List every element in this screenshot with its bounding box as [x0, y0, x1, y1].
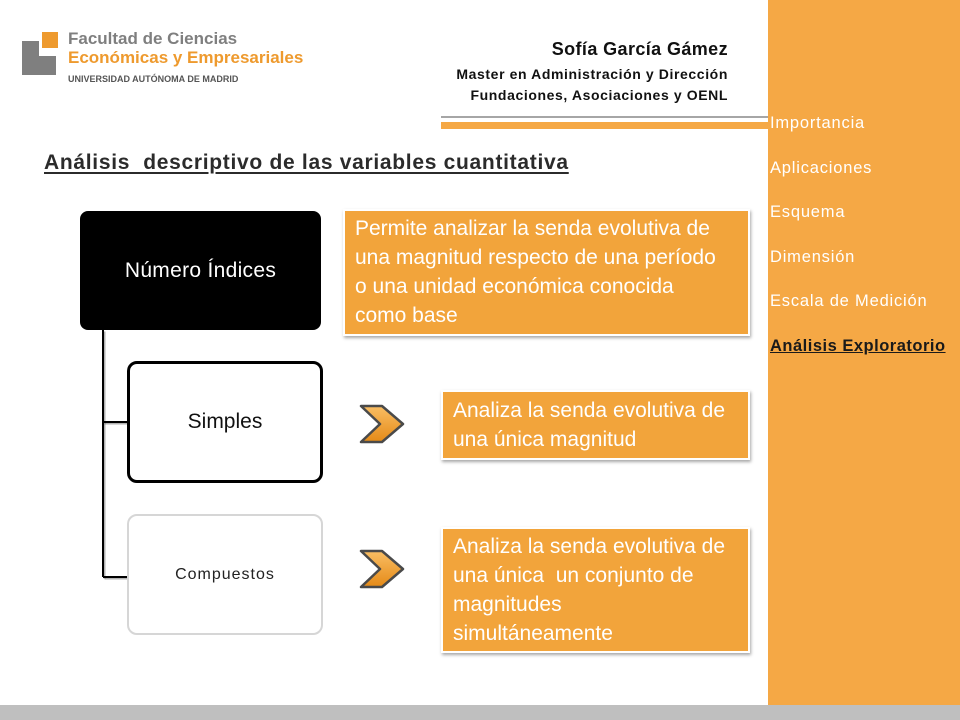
chevron-right-icon — [358, 548, 406, 590]
author-program-line1: Master en Administración y Dirección — [456, 66, 728, 82]
description-line: una magnitud respecto de una período — [355, 246, 716, 269]
logo-university-name: UNIVERSIDAD AUTÓNOMA DE MADRID — [68, 74, 239, 84]
faculty-logo-mark-icon — [22, 31, 58, 75]
description-line: Permite analizar la senda evolutiva de — [355, 217, 710, 240]
nav-item-analisis-exploratorio[interactable]: Análisis Exploratorio — [770, 336, 946, 355]
node-compuestos — [127, 514, 323, 635]
description-simples — [441, 390, 750, 460]
sidebar-nav-list — [768, 0, 960, 381]
description-line: una única un conjunto de — [453, 564, 694, 587]
description-line: o una unidad económica conocida — [355, 275, 674, 298]
author-name: Sofía García Gámez — [551, 39, 728, 59]
nav-item-dimension[interactable]: Dimensión — [770, 247, 856, 266]
footer-bar — [0, 705, 960, 720]
node-numero-indices-label: Número Índices — [124, 258, 277, 282]
logo-faculty-line1: Facultad de Ciencias — [68, 29, 238, 48]
description-line: Analiza la senda evolutiva de — [453, 535, 726, 558]
nav-item-esquema[interactable]: Esquema — [770, 203, 846, 222]
node-numero-indices — [80, 211, 321, 330]
nav-item-escala-de-medicion[interactable]: Escala de Medición — [770, 292, 928, 311]
slide-title: Análisis descriptivo de las variables cuantitativa — [44, 151, 569, 174]
nav-item-importancia[interactable]: Importancia — [770, 114, 866, 132]
author-program-line2: Fundaciones, Asociaciones y OENL — [470, 87, 728, 103]
header-divider-line — [441, 116, 768, 118]
nav-item-aplicaciones[interactable]: Aplicaciones — [770, 158, 873, 177]
description-line: magnitudes — [453, 593, 562, 616]
node-simples-label: Simples — [187, 410, 263, 433]
header-accent-bar — [441, 122, 768, 129]
chevron-right-icon — [358, 403, 406, 445]
logo-faculty-line2: Económicas y Empresariales — [68, 48, 304, 67]
description-numero-indices — [343, 209, 750, 336]
node-compuestos-label: Compuestos — [175, 565, 275, 583]
description-line: una única magnitud — [453, 428, 637, 451]
description-compuestos — [441, 527, 750, 653]
description-line: como base — [355, 304, 458, 327]
sidebar-nav — [768, 0, 960, 705]
node-simples — [127, 361, 323, 483]
description-line: simultáneamente — [453, 622, 613, 645]
description-line: Analiza la senda evolutiva de — [453, 399, 726, 422]
